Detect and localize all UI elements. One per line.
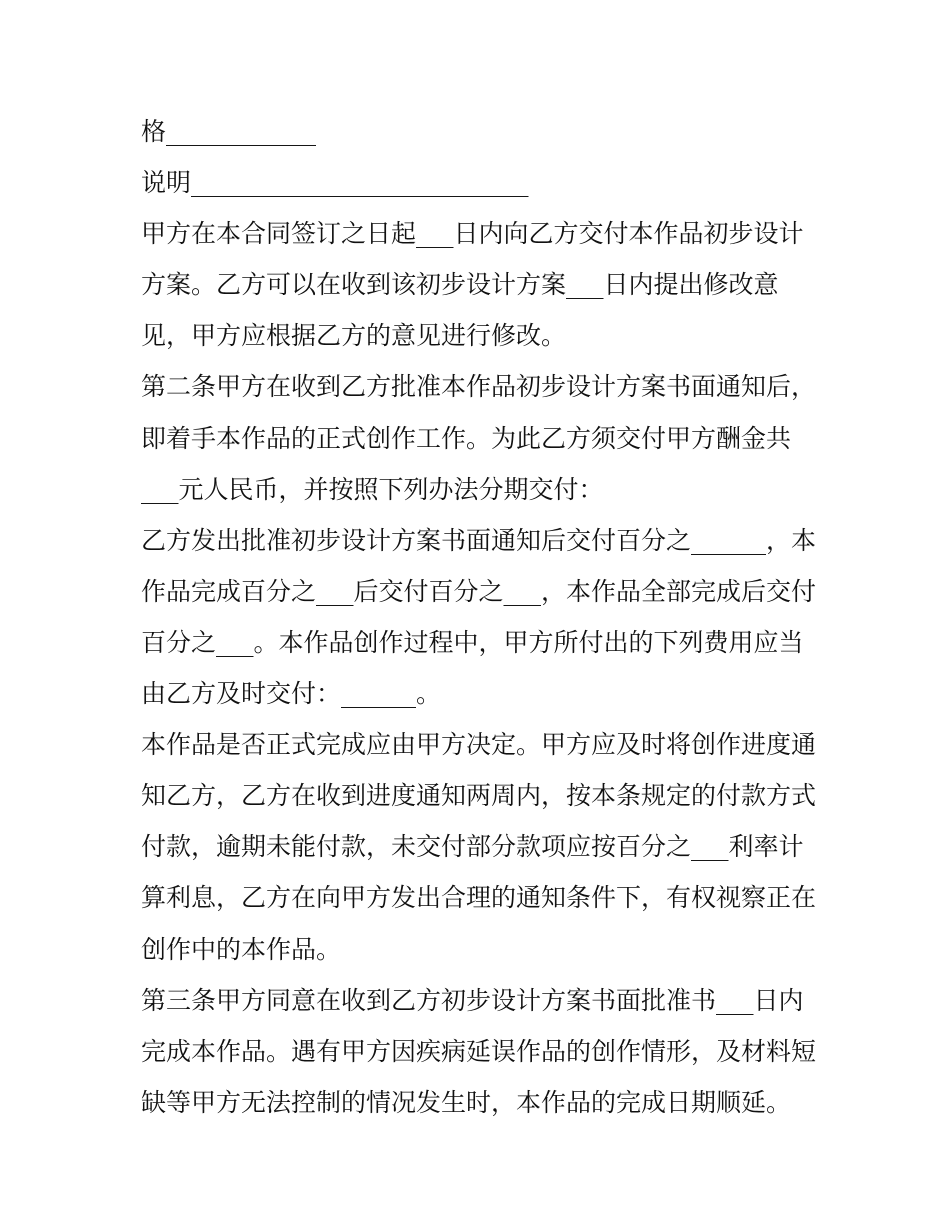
text-line: 由乙方及时交付：______。 — [141, 679, 442, 709]
text-line: 创作中的本作品。 — [141, 934, 342, 964]
text-line: 付款，逾期未能付款，未交付部分款项应按百分之___利率计 — [141, 832, 804, 862]
text-line: 本作品是否正式完成应由甲方决定。甲方应及时将创作进度通 — [141, 730, 817, 760]
text-line: 缺等甲方无法控制的情况发生时，本作品的完成日期顺延。 — [141, 1087, 792, 1117]
text-line: 百分之___。本作品创作过程中，甲方所付出的下列费用应当 — [141, 627, 804, 657]
text-line: 即着手本作品的正式创作工作。为此乙方须交付甲方酬金共 — [141, 423, 792, 453]
text-line: 见，甲方应根据乙方的意见进行修改。 — [141, 321, 567, 351]
text-line: 知乙方，乙方在收到进度通知两周内，按本条规定的付款方式 — [141, 781, 817, 811]
text-line: 算利息，乙方在向甲方发出合理的通知条件下，有权视察正在 — [141, 883, 817, 913]
text-line: 第二条甲方在收到乙方批准本作品初步设计方案书面通知后， — [141, 372, 817, 402]
text-line: 乙方发出批准初步设计方案书面通知后交付百分之______，本 — [141, 525, 817, 555]
text-line: 第三条甲方同意在收到乙方初步设计方案书面批准书___日内 — [141, 985, 804, 1015]
text-line: 完成本作品。遇有甲方因疾病延误作品的创作情形，及材料短 — [141, 1036, 817, 1066]
text-line: ___元人民币，并按照下列办法分期交付： — [141, 474, 604, 504]
document-body — [141, 106, 821, 1128]
text-line: 格____________ — [141, 117, 317, 146]
text-line: 说明___________________________ — [141, 168, 529, 198]
text-line: 甲方在本合同签订之日起___日内向乙方交付本作品初步设计 — [141, 219, 804, 249]
text-line: 方案。乙方可以在收到该初步设计方案___日内提出修改意 — [141, 270, 779, 300]
text-line: 作品完成百分之___后交付百分之___，本作品全部完成后交付 — [141, 576, 817, 606]
